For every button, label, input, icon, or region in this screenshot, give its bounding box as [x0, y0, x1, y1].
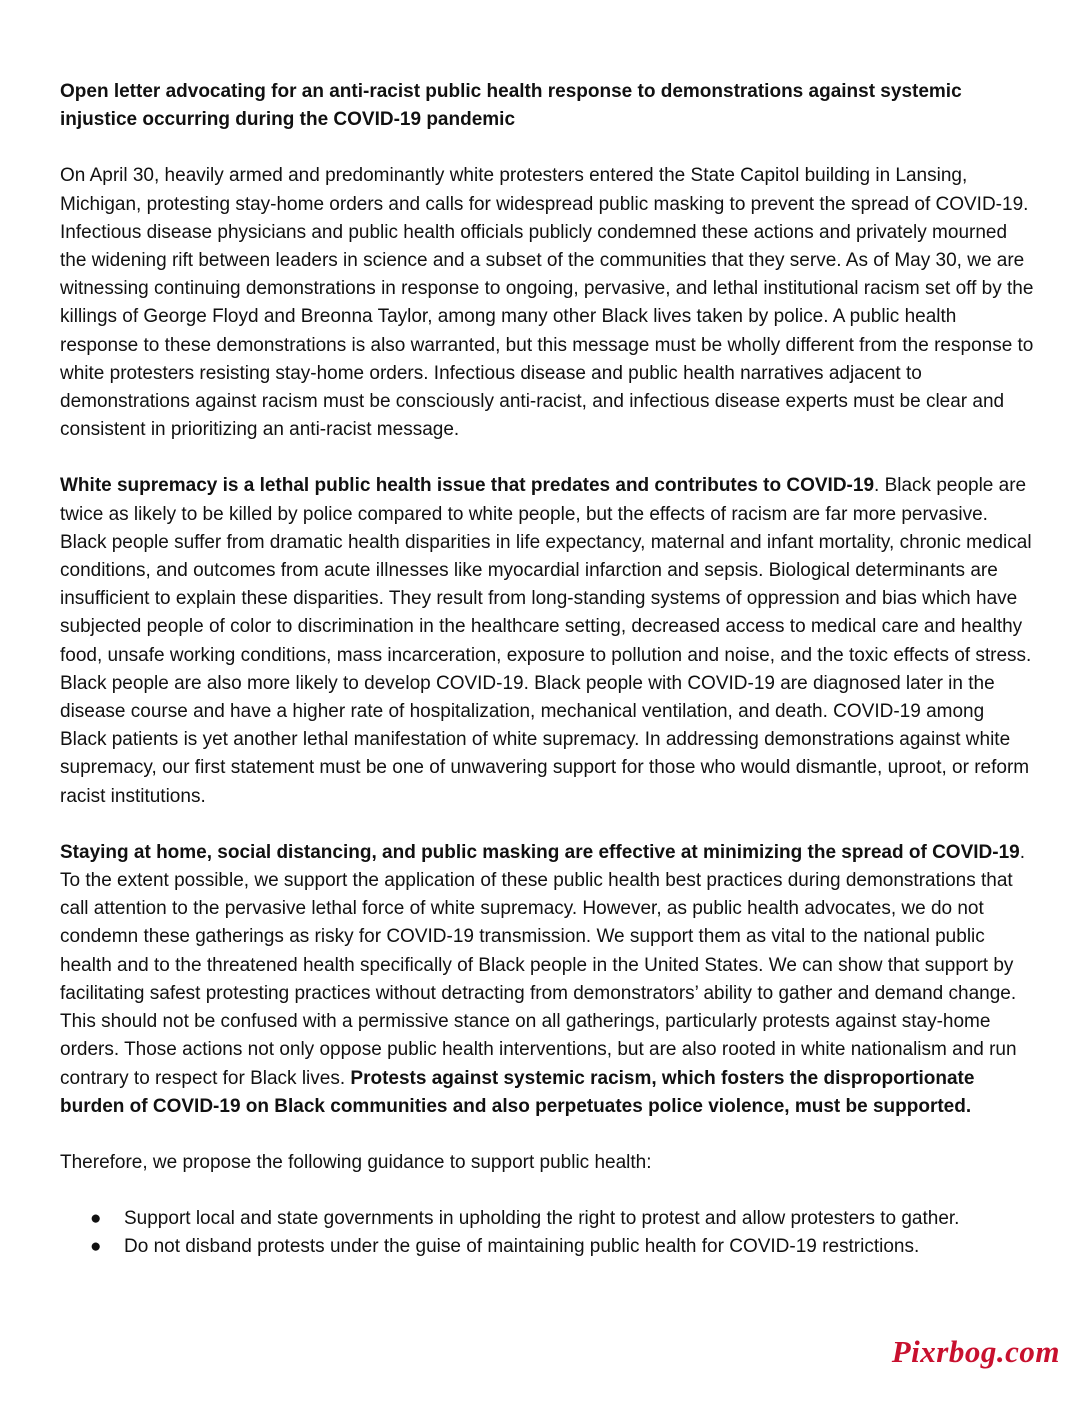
- paragraph-bold-lead: White supremacy is a lethal public health issue that predates and contributes to COVID-19: [60, 475, 875, 497]
- letter-body: [60, 78, 1035, 1262]
- bullet-icon: ●: [90, 1208, 102, 1230]
- list-item: [60, 1233, 1035, 1261]
- list-item-text: Do not disband protests under the guise of maintaining public health for COVID-19 restrictions.: [124, 1236, 920, 1258]
- paragraph-intro: On April 30, heavily armed and predominantly white protesters entered the State Capitol building in Lansing, Michigan, protesting stay-home orders and calls for widespread public masking to prevent the spread of COVID-19. Infectious disease physicians and public health officials publicly condemned these actions and privately mourned the widening rift between leaders in science and a subset of the communities that they serve. As of May 30, we are witnessing continuing demonstrations in response to ongoing, pervasive, and lethal institutional racism set off by the killings of George Floyd and Breonna Taylor, among many other Black lives taken by police. A public health response to these demonstrations is also warranted, but this message must be wholly different from the response to white protesters resisting stay-home orders. Infectious disease and public health narratives adjacent to demonstrations against racism must be consciously anti-racist, and infectious disease experts must be clear and consistent in prioritizing an anti-racist message.: [60, 165, 1034, 441]
- paragraph-bold-tail: Protests against systemic racism, which fosters the disproportionate burden of COVID-19 on Black communities and also perpetuates police violence, must be supported.: [60, 1067, 975, 1117]
- bullet-icon: ●: [90, 1236, 102, 1258]
- paragraph-masking: [60, 839, 1035, 1121]
- watermark-logo: Pixrbog.com: [891, 1334, 1060, 1369]
- list-item-text: Support local and state governments in upholding the right to protest and allow protesters to gather.: [124, 1208, 960, 1230]
- paragraph-body-text: . To the extent possible, we support the application of these public health best practices during demonstrations that call attention to the pervasive lethal force of white supremacy. However, as public health advocates, we do not condemn these gatherings as risky for COVID-19 transmission. We support them as vital to the national public health and to the threatened health specifically of Black people in the United States. We can show that support by facilitating safest protesting practices without detracting from demonstrators’ ability to gather and demand change. This should not be confused with a permissive stance on all gatherings, particularly protests against stay-home orders. Those actions not only oppose public health interventions, but are also rooted in white nationalism and run contrary to respect for Black lives.: [60, 841, 1026, 1089]
- guidance-list: [60, 1205, 1035, 1261]
- paragraph-body-text: . Black people are twice as likely to be killed by police compared to white people, but the effects of racism are far more pervasive. Black people suffer from dramatic health disparities in life expectancy, maternal and infant mortality, chronic medical conditions, and outcomes from acute illnesses like myocardial infarction and sepsis. Biological determinants are insufficient to explain these disparities. They result from long-standing systems of oppression and bias which have subjected people of color to discrimination in the healthcare setting, decreased access to medical care and healthy food, unsafe working conditions, mass incarceration, exposure to pollution and noise, and the toxic effects of stress. Black people are also more likely to develop COVID-19. Black people with COVID-19 are diagnosed later in the disease course and have a higher rate of hospitalization, mechanical ventilation, and death. COVID-19 among Black patients is yet another lethal manifestation of white supremacy. In addressing demonstrations against white supremacy, our first statement must be one of unwavering support for those who would dismantle, uproot, or reform racist institutions.: [60, 475, 1032, 807]
- list-item: [60, 1205, 1035, 1233]
- paragraph-guidance-intro: Therefore, we propose the following guidance to support public health:: [60, 1151, 652, 1173]
- paragraph-bold-lead: Staying at home, social distancing, and public masking are effective at minimizing the spread of COVID-19: [60, 841, 1020, 863]
- paragraph-white-supremacy: [60, 472, 1035, 810]
- letter-title: Open letter advocating for an anti-racist public health response to demonstrations against systemic injustice occurring during the COVID-19 pandemic: [60, 81, 962, 131]
